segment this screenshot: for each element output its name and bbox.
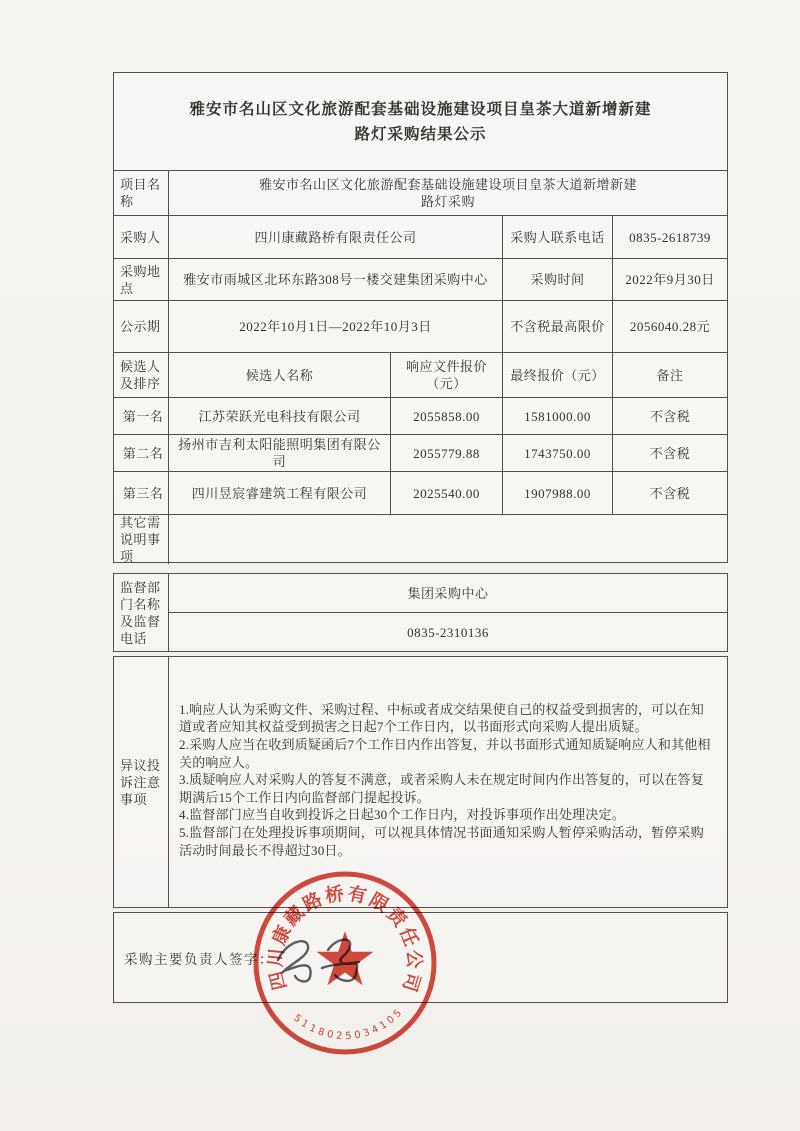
- table-row: [114, 472, 727, 515]
- publicity-label: 公示期: [114, 301, 169, 352]
- candidate-name: 江苏荣跃光电科技有限公司: [169, 398, 391, 434]
- objection-content: [169, 657, 727, 907]
- objection-label: 异议投诉注意事项: [114, 657, 169, 907]
- max-price-value: 2056040.28元: [629, 319, 711, 334]
- objection-item: 4.监督部门应当自收到投诉之日起30个工作日内，对投诉事项作出处理决定。: [179, 807, 625, 823]
- other-notes-value: [169, 515, 727, 564]
- candidates-final-header: 最终报价（元）: [503, 353, 613, 397]
- page-title: [114, 73, 727, 170]
- candidates-rank-header: 候选人及排序: [114, 353, 169, 397]
- purchase-time-label: 采购时间: [503, 259, 613, 300]
- candidate-bid: 2025540.00: [391, 472, 503, 514]
- candidates-name-header: 候选人名称: [169, 353, 391, 397]
- objection-item: 5.监督部门在处理投诉事项期间，可以视具体情况书面通知采购人暂停采购活动，暂停采购活动时间最长不得超过30日。: [179, 824, 704, 858]
- supervision-label: 监督部门名称及监督电话: [114, 574, 169, 651]
- candidate-rank: 第一名: [114, 398, 169, 434]
- candidate-bid: 2055858.00: [391, 398, 503, 434]
- location-row: [114, 259, 727, 301]
- candidate-rank: 第三名: [114, 472, 169, 514]
- candidate-note: 不含税: [649, 445, 691, 461]
- publicity-row: [114, 301, 727, 353]
- candidate-rank: 第二名: [114, 435, 169, 471]
- objection-item: 1.响应人认为采购文件、采购过程、中标或者成交结果使自己的权益受到损害的，可以在知道或者应知其权益受到损害之日起7个工作日内，以书面形式向采购人提出质疑。: [179, 701, 704, 735]
- purchaser-phone-value: 0835-2618739: [629, 229, 711, 245]
- project-name-row: [114, 171, 727, 216]
- location-value: 雅安市雨城区北环东路308号一楼交建集团采购中心: [169, 259, 503, 300]
- candidates-bid-header: 响应文件报价（元）: [391, 353, 503, 397]
- other-notes-label: 其它需说明事项: [114, 515, 169, 564]
- purchaser-phone-label: 采购人联系电话: [503, 216, 613, 258]
- purchase-time-value: 2022年9月30日: [625, 272, 715, 287]
- seal-company-text: 四川康藏路桥有限责任公司: [266, 884, 424, 997]
- candidate-final: 1743750.00: [503, 435, 613, 471]
- publicity-value: 2022年10月1日—2022年10月3日: [169, 301, 503, 352]
- project-name-value-line2: 路灯采购: [420, 194, 475, 209]
- candidate-name: 四川昱宸睿建筑工程有限公司: [169, 472, 391, 514]
- objection-item: 3.质疑响应人对采购人的答复不满意，或者采购人未在规定时间内作出答复的，可以在答复期满后15个工作日内向监督部门提起投诉。: [179, 772, 704, 805]
- page-title-line1: 雅安市名山区文化旅游配套基础设施建设项目皇茶大道新增新建: [189, 100, 652, 118]
- candidates-header-row: [114, 353, 727, 398]
- candidate-name: 扬州市吉利太阳能照明集团有限公司: [169, 435, 391, 471]
- purchaser-row: [114, 216, 727, 259]
- purchaser-value: 四川康藏路桥有限责任公司: [169, 216, 503, 258]
- candidate-final: 1581000.00: [503, 398, 613, 434]
- table-row: [114, 398, 727, 435]
- seal-number-text: 5118025034105: [291, 1005, 407, 1043]
- candidates-note-header: 备注: [656, 367, 684, 383]
- supervision-phone: 0835-2310136: [407, 624, 489, 640]
- project-name-value-line1: 雅安市名山区文化旅游配套基础设施建设项目皇茶大道新增新建: [258, 177, 637, 192]
- table-row: [114, 435, 727, 472]
- supervision-values: [169, 574, 727, 651]
- objection-table: [113, 656, 728, 908]
- supervision-name: 集团采购中心: [169, 574, 727, 613]
- other-notes-row: [114, 515, 727, 564]
- candidate-bid: 2055779.88: [391, 435, 503, 471]
- project-name-label: 项目名称: [114, 171, 169, 215]
- candidate-final: 1907988.00: [503, 472, 613, 514]
- candidate-note: 不含税: [649, 485, 691, 501]
- max-price-label: 不含税最高限价: [503, 301, 613, 352]
- purchaser-label: 采购人: [114, 216, 169, 258]
- supervision-table: [113, 573, 728, 652]
- main-table: [113, 72, 728, 563]
- candidate-note: 不含税: [649, 408, 691, 424]
- project-name-value: [169, 171, 727, 215]
- signature-box: [113, 912, 728, 1003]
- objection-item: 2.采购人应当在收到质疑函后7个工作日内作出答复，并以书面形式通知质疑响应人和其他相关的响应人。: [179, 737, 711, 770]
- title-row: [114, 73, 727, 171]
- page-title-line2: 路灯采购结果公示: [354, 125, 487, 143]
- svg-text:5118025034105: [291, 1006, 406, 1043]
- signature-label: 采购主要负责人签字：: [124, 951, 274, 967]
- location-label: 采购地点: [114, 259, 169, 300]
